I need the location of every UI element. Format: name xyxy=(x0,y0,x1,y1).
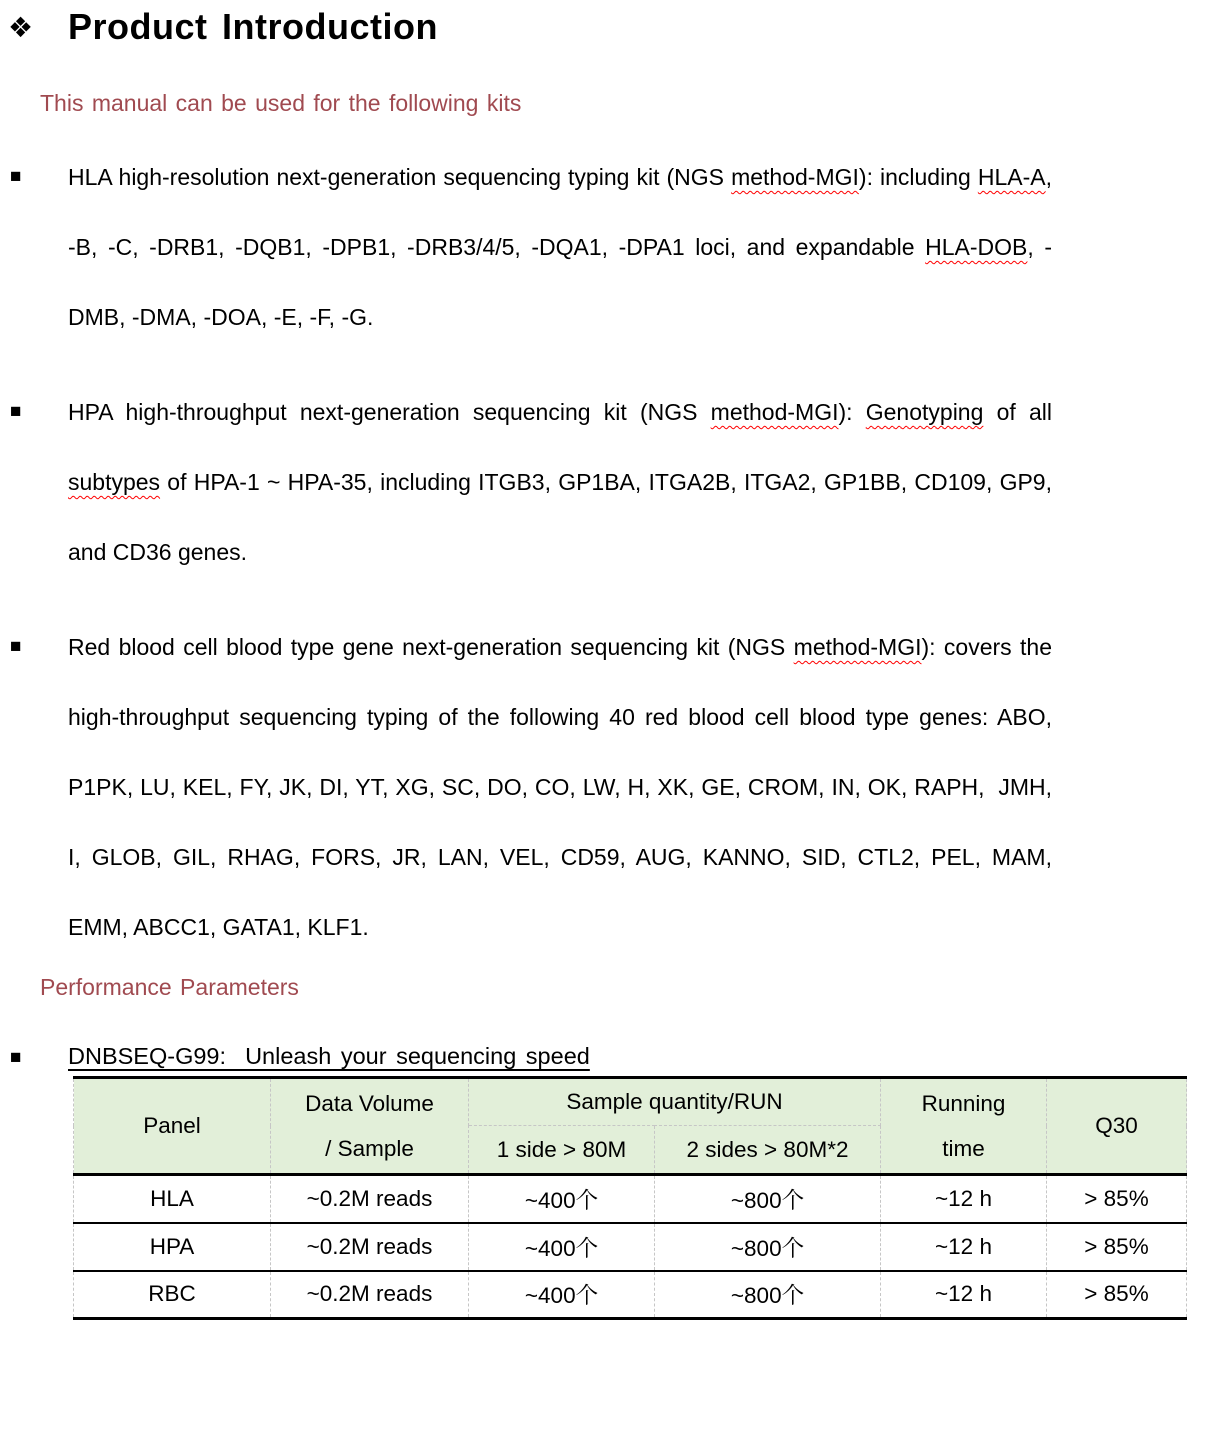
text-segment: , -DMB, -DMA, -DOA, -E, -F, -G. xyxy=(68,234,1052,330)
cell-1-side: ~400个 xyxy=(469,1223,655,1271)
kit-description-hla xyxy=(68,142,1052,352)
misspelled-word: method-MGI xyxy=(793,634,922,660)
cell-running-time: ~12 h xyxy=(881,1271,1047,1319)
col-header-running-time xyxy=(881,1078,1047,1175)
cell-running-time: ~12 h xyxy=(881,1223,1047,1271)
cell-1-side: ~400个 xyxy=(469,1175,655,1223)
kit-list xyxy=(0,142,1226,962)
col-subheader-1-side: 1 side > 80M xyxy=(469,1126,655,1175)
table-body xyxy=(74,1175,1187,1319)
cell-2-sides: ~800个 xyxy=(655,1223,881,1271)
misspelled-word: HLA-DOB xyxy=(925,234,1028,260)
misspelled-word: method-MGI xyxy=(731,164,859,190)
square-bullet-icon: ■ xyxy=(10,166,22,187)
kit-bullet-hpa xyxy=(0,377,1226,587)
performance-table xyxy=(73,1076,1187,1320)
kit-description-hpa xyxy=(68,377,1052,587)
text-segment: of HPA-1 ~ HPA-35, including ITGB3, GP1BA, ITGA2B, ITGA2, GP1BB, CD109, GP9, and CD36 genes. xyxy=(68,469,1052,565)
kit-bullet-rbc xyxy=(0,612,1226,962)
cell-2-sides: ~800个 xyxy=(655,1175,881,1223)
square-bullet-icon: ■ xyxy=(10,1047,22,1068)
cell-data-volume: ~0.2M reads xyxy=(271,1271,469,1319)
text-segment: , -B, -C, -DRB1, -DQB1, -DPB1, -DRB3/4/5, -DQA1, -DPA1 loci, and expandable xyxy=(68,164,1052,260)
page-heading-row xyxy=(0,6,1226,48)
cell-panel: HLA xyxy=(74,1175,271,1223)
diamond-bullet-icon: ❖ xyxy=(8,11,34,43)
cell-panel: RBC xyxy=(74,1271,271,1319)
text-segment: HLA high-resolution next-generation sequencing typing kit (NGS xyxy=(68,164,732,190)
table-header xyxy=(74,1078,1187,1175)
cell-panel: HPA xyxy=(74,1223,271,1271)
misspelled-word: HLA-A xyxy=(977,164,1046,190)
dnbseq-heading-row xyxy=(0,1041,1226,1071)
cell-2-sides: ~800个 xyxy=(655,1271,881,1319)
col-subheader-2-sides: 2 sides > 80M*2 xyxy=(655,1126,881,1175)
dnbseq-heading: DNBSEQ-G99: Unleash your sequencing speed xyxy=(68,1043,590,1069)
subtitle: This manual can be used for the following kits xyxy=(40,90,522,116)
col-header-q30: Q30 xyxy=(1047,1078,1187,1175)
performance-parameters-heading: Performance Parameters xyxy=(40,974,299,1000)
page-title: Product Introduction xyxy=(68,6,438,47)
text-segment: Red blood cell blood type gene next-generation sequencing kit (NGS xyxy=(68,634,794,660)
col-header-sample-quantity: Sample quantity/RUN xyxy=(469,1078,881,1126)
table-row-hla xyxy=(74,1175,1187,1223)
misspelled-word: Genotyping xyxy=(865,399,984,425)
kit-bullet-hla xyxy=(0,142,1226,352)
col-header-data-volume-line1: Data Volume xyxy=(305,1091,434,1116)
kit-description-rbc xyxy=(68,612,1052,962)
square-bullet-icon: ■ xyxy=(10,401,22,422)
col-header-panel: Panel xyxy=(74,1078,271,1175)
cell-data-volume: ~0.2M reads xyxy=(271,1175,469,1223)
cell-data-volume: ~0.2M reads xyxy=(271,1223,469,1271)
cell-running-time: ~12 h xyxy=(881,1175,1047,1223)
col-header-data-volume xyxy=(271,1078,469,1175)
cell-q30: > 85% xyxy=(1047,1175,1187,1223)
misspelled-word: subtypes xyxy=(68,469,161,495)
text-segment: HPA high-throughput next-generation sequencing kit (NGS xyxy=(68,399,711,425)
table-row-hpa xyxy=(74,1223,1187,1271)
cell-q30: > 85% xyxy=(1047,1271,1187,1319)
misspelled-word: method-MGI xyxy=(710,399,839,425)
cell-q30: > 85% xyxy=(1047,1223,1187,1271)
square-bullet-icon: ■ xyxy=(10,636,22,657)
col-header-running-line2: time xyxy=(942,1136,985,1161)
cell-1-side: ~400个 xyxy=(469,1271,655,1319)
document-page xyxy=(0,6,1226,1320)
text-segment: of all xyxy=(983,399,1052,425)
text-segment: ): including xyxy=(858,164,978,190)
table-row-rbc xyxy=(74,1271,1187,1319)
text-segment: ): xyxy=(838,399,866,425)
col-header-running-line1: Running xyxy=(921,1091,1006,1116)
col-header-data-volume-line2: / Sample xyxy=(325,1136,414,1161)
text-segment: ): covers the high-throughput sequencing typing of the following 40 red blood cell blood type genes: ABO, P1PK, LU, KEL, FY, JK, DI, YT, XG, SC, DO, CO, LW, H, XK, GE, CROM, IN, OK, RAPH, JMH, I, GLOB, GIL, RHAG, FORS, JR, LAN, VEL, CD59, AUG, KANNO, SID, CTL2, PEL, MAM, EMM, ABCC1, GATA1, KLF1. xyxy=(68,634,1053,940)
